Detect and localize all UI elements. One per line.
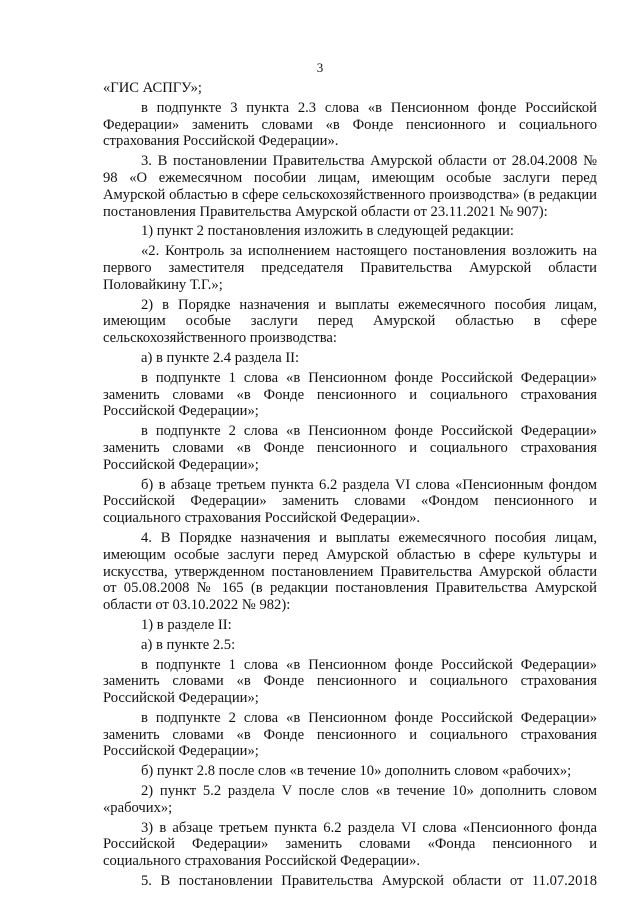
paragraph: а) в пункте 2.5:: [141, 636, 236, 653]
paragraph: а) в пункте 2.4 раздела II:: [141, 349, 300, 366]
paragraph: в подпункте 2 слова «в Пенсионном фонде Российской Федерации» заменить словами «в Фонде пенсионного и социального страхования Российской Федерации»;: [103, 423, 597, 473]
paragraph: «2. Контроль за исполнением настоящего постановления возложить на первого заместителя председателя Правительства Амурской области Половайкину Т.Г.»;: [103, 243, 597, 293]
paragraph: 1) пункт 2 постановления изложить в следующей редакции:: [141, 223, 514, 240]
document-body: [103, 80, 597, 890]
paragraph: 1) в разделе II:: [141, 616, 232, 633]
paragraph: 3) в абзаце третьем пункта 6.2 раздела VI слова «Пенсионного фонда Российской Федерации» заменить словами «Фонда пенсионного и социального страхования Российской Федерации».: [103, 819, 597, 870]
paragraph: б) пункт 2.8 после слов «в течение 10» дополнить словом «рабочих»;: [141, 763, 572, 780]
page-number: 3: [316, 60, 324, 75]
paragraph: б) в абзаце третьем пункта 6.2 раздела VI слова «Пенсионным фондом Российской Федерации» заменить словами «Фондом пенсионного и социального страхования Российской Федерации».: [103, 476, 597, 527]
paragraph: 2) пункт 5.2 раздела V после слов «в течение 10» дополнить словом «рабочих»;: [103, 783, 597, 816]
paragraph: 5. В постановлении Правительства Амурской области от 11.07.2018: [141, 873, 597, 890]
paragraph: «ГИС АСПГУ»;: [103, 80, 202, 96]
paragraph: 4. В Порядке назначения и выплаты ежемесячного пособия лицам, имеющим особые заслуги перед Амурской областью в сфере культуры и искусства, утвержденном постановлением Правительства Амурской области от 05.08.2008 № 165 (в редакции постановления Правительства Амурской области от 03.10.2022 № 982):: [103, 529, 597, 614]
paragraph: в подпункте 2 слова «в Пенсионном фонде Российской Федерации» заменить словами «в Фонде пенсионного и социального страхования Российской Федерации»;: [103, 709, 597, 760]
paragraph: 2) в Порядке назначения и выплаты ежемесячного пособия лицам, имеющим особые заслуги перед Амурской областью в сфере сельскохозяйственного производства:: [103, 296, 597, 347]
paragraph: в подпункте 1 слова «в Пенсионном фонде Российской Федерации» заменить словами «в Фонде пенсионного и социального страхования Российской Федерации»;: [103, 369, 597, 420]
paragraph: в подпункте 1 слова «в Пенсионном фонде Российской Федерации» заменить словами «в Фонде пенсионного и социального страхования Российской Федерации»;: [103, 656, 597, 707]
paragraph: в подпункте 3 пункта 2.3 слова «в Пенсионном фонде Российской Федерации» заменить словами «в Фонде пенсионного и социального страхования Российской Федерации».: [103, 99, 597, 150]
paragraph: 3. В постановлении Правительства Амурской области от 28.04.2008 № 98 «О ежемесячном пособии лицам, имеющим особые заслуги перед Амурской областью в сфере сельскохозяйственного производства» (в редакции постановления Правительства Амурской области от 23.11.2021 № 907):: [103, 153, 597, 220]
